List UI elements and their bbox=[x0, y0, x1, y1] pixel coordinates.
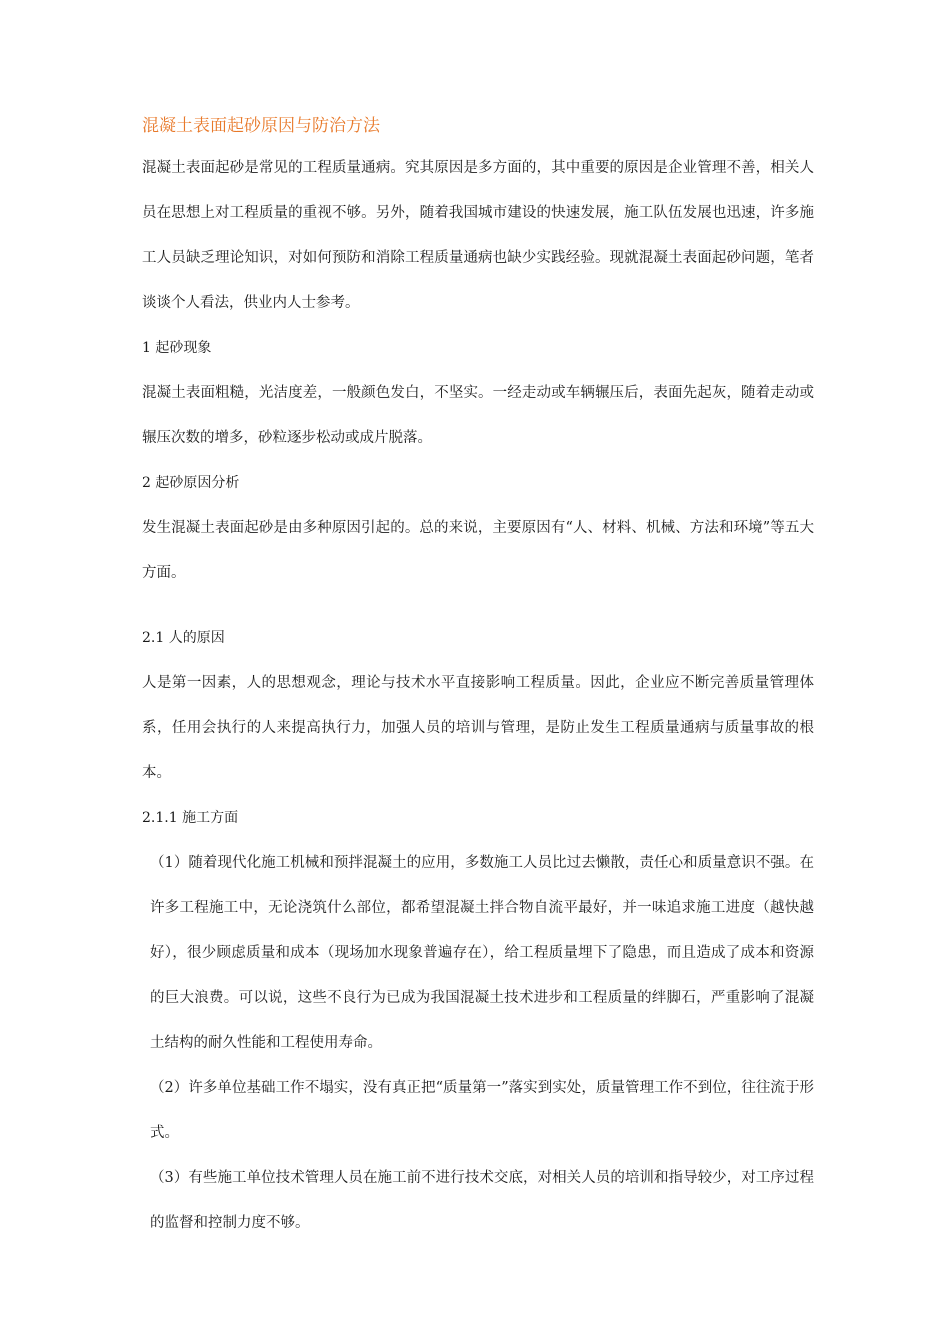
section-1-paragraph: 混凝土表面粗糙，光洁度差，一般颜色发白，不坚实。一经走动或车辆辗压后，表面先起灰，随着走动或辗压次数的增多，砂粒逐步松动或成片脱落。 bbox=[142, 385, 814, 446]
section-2-1-paragraph: 人是第一因素，人的思想观念，理论与技术水平直接影响工程质量。因此，企业应不断完善质量管理体系，任用会执行的人来提高执行力，加强人员的培训与管理，是防止发生工程质量通病与质量事故的根本。 bbox=[142, 675, 814, 781]
section-2-heading: 2 起砂原因分析 bbox=[142, 475, 240, 491]
section-2-1-1-heading: 2.1.1 施工方面 bbox=[142, 810, 239, 826]
list-item-1: （1）随着现代化施工机械和预拌混凝土的应用，多数施工人员比过去懒散，责任心和质量意识不强。在许多工程施工中，无论浇筑什么部位，都希望混凝土拌合物自流平最好，并一味追求施工进度（越快越好），很少顾虑质量和成本（现场加水现象普遍存在），给工程质量埋下了隐患，而且造成了成本和资源的巨大浪费。可以说，这些不良行为已成为我国混凝土技术进步和工程质量的绊脚石，严重影响了混凝土结构的耐久性能和工程使用寿命。 bbox=[150, 855, 814, 1051]
section-2-paragraph: 发生混凝土表面起砂是由多种原因引起的。总的来说，主要原因有“人、材料、机械、方法和环境”等五大方面。 bbox=[142, 520, 814, 581]
document-page bbox=[142, 110, 814, 1246]
list-item-3: （3）有些施工单位技术管理人员在施工前不进行技术交底，对相关人员的培训和指导较少，对工序过程的监督和控制力度不够。 bbox=[150, 1170, 814, 1231]
section-1-heading: 1 起砂现象 bbox=[142, 340, 212, 356]
section-2-1-heading: 2.1 人的原因 bbox=[142, 630, 225, 646]
document-title: 混凝土表面起砂原因与防治方法 bbox=[142, 116, 380, 136]
spacer bbox=[142, 596, 814, 616]
list-item-2: （2）许多单位基础工作不塌实，没有真正把“质量第一”落实到实处，质量管理工作不到位，往往流于形式。 bbox=[150, 1080, 814, 1141]
intro-paragraph: 混凝土表面起砂是常见的工程质量通病。究其原因是多方面的，其中重要的原因是企业管理不善，相关人员在思想上对工程质量的重视不够。另外，随着我国城市建设的快速发展，施工队伍发展也迅速，许多施工人员缺乏理论知识，对如何预防和消除工程质量通病也缺少实践经验。现就混凝土表面起砂问题，笔者谈谈个人看法，供业内人士参考。 bbox=[142, 160, 814, 311]
